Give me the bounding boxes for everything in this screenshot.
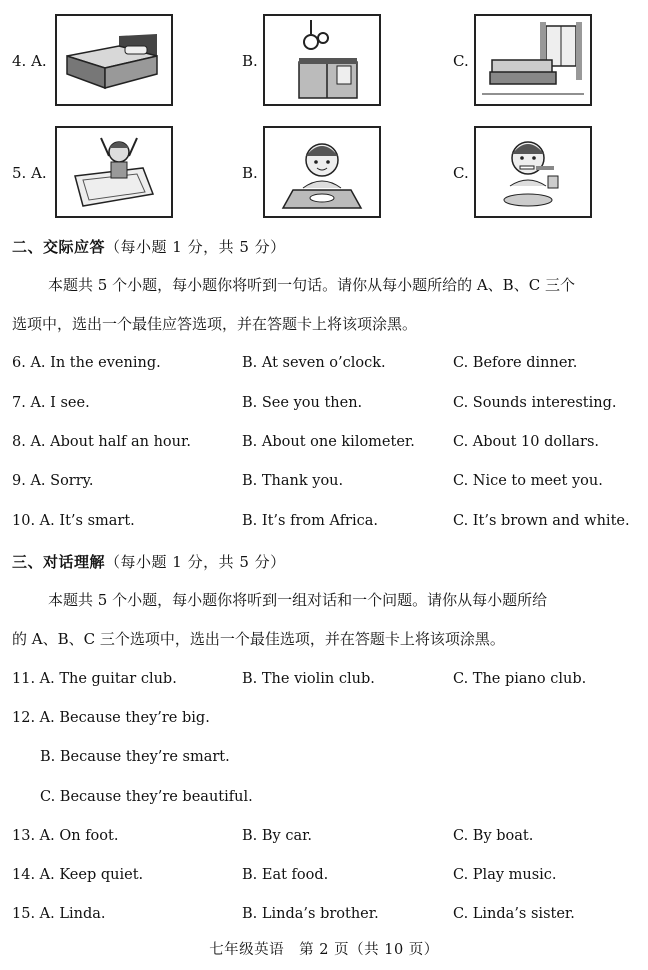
question-10-option-b: B. It’s from Africa. <box>242 513 379 529</box>
boy-brushing-teeth-icon <box>474 126 592 218</box>
kitchen-picture-icon <box>263 14 381 106</box>
page-footer: 七年级英语 第 2 页（共 10 页） <box>209 942 439 958</box>
question-13-option-c: C. By boat. <box>453 828 534 844</box>
section-2-instruction-line-2: 选项中，选出一个最佳应答选项，并在答题卡上将该项涂黑。 <box>12 315 418 333</box>
section-2-instructions <box>12 266 636 344</box>
section-3-note: （每小题 1 分，共 5 分） <box>105 553 286 571</box>
question-11-option-b: B. The violin club. <box>242 671 375 687</box>
question-12-c-row <box>12 789 648 813</box>
question-5-option-b-label: B. <box>242 164 258 182</box>
boy-stretching-bed-icon <box>55 126 173 218</box>
section-3-heading: 三、对话理解 <box>12 553 106 571</box>
section-3-instruction-line-1: 本题共 5 个小题，每小题你将听到一组对话和一个问题。请你从每小题所给 <box>48 591 548 609</box>
bed-picture-icon <box>55 14 173 106</box>
question-8-option-b: B. About one kilometer. <box>242 434 415 450</box>
question-7-option-a: 7. A. I see. <box>12 395 90 411</box>
question-14-option-a: 14. A. Keep quiet. <box>12 867 144 883</box>
question-5-option-c-label: C. <box>453 164 469 182</box>
question-5-row <box>0 126 648 222</box>
question-11 <box>12 671 648 695</box>
question-12-b-row <box>12 749 648 773</box>
question-12 <box>12 710 648 734</box>
question-15-option-b: B. Linda’s brother. <box>242 906 379 922</box>
question-4-option-c-label: C. <box>453 52 469 70</box>
question-6 <box>12 355 648 379</box>
section-2-title <box>12 236 286 257</box>
question-8-option-a: 8. A. About half an hour. <box>12 434 191 450</box>
question-6-option-c: C. Before dinner. <box>453 355 578 371</box>
question-14-option-c: C. Play music. <box>453 867 557 883</box>
question-8 <box>12 434 648 458</box>
question-10-option-a: 10. A. It’s smart. <box>12 513 135 529</box>
section-2-note: （每小题 1 分，共 5 分） <box>105 238 286 256</box>
question-9-option-c: C. Nice to meet you. <box>453 473 603 489</box>
question-7-option-b: B. See you then. <box>242 395 363 411</box>
question-13 <box>12 828 648 852</box>
section-3-instruction-line-2: 的 A、B、C 三个选项中，选出一个最佳选项，并在答题卡上将该项涂黑。 <box>12 630 505 648</box>
section-2-heading: 二、交际应答 <box>12 238 106 256</box>
question-4-row <box>0 14 648 110</box>
question-15-option-c: C. Linda’s sister. <box>453 906 575 922</box>
section-2-instruction-line-1: 本题共 5 个小题，每小题你将听到一句话。请你从每小题所给的 A、B、C 三个 <box>48 276 575 294</box>
question-5-label: 5. A. <box>12 164 47 182</box>
living-room-picture-icon <box>474 14 592 106</box>
question-12-option-b: B. Because they’re smart. <box>40 749 230 765</box>
question-13-option-b: B. By car. <box>242 828 313 844</box>
question-6-option-b: B. At seven o’clock. <box>242 355 386 371</box>
question-4-option-b-label: B. <box>242 52 258 70</box>
question-6-option-a: 6. A. In the evening. <box>12 355 161 371</box>
question-4-label: 4. A. <box>12 52 47 70</box>
section-3-instructions <box>12 581 636 659</box>
question-7-option-c: C. Sounds interesting. <box>453 395 617 411</box>
boy-eating-icon <box>263 126 381 218</box>
question-9-option-b: B. Thank you. <box>242 473 344 489</box>
question-9-option-a: 9. A. Sorry. <box>12 473 94 489</box>
question-9 <box>12 473 648 497</box>
question-15-option-a: 15. A. Linda. <box>12 906 106 922</box>
section-3-title <box>12 551 286 572</box>
question-11-option-a: 11. A. The guitar club. <box>12 671 177 687</box>
question-10 <box>12 513 648 537</box>
question-8-option-c: C. About 10 dollars. <box>453 434 600 450</box>
question-15 <box>12 906 648 930</box>
question-12-option-c: C. Because they’re beautiful. <box>40 789 253 805</box>
question-12-option-a: 12. A. Because they’re big. <box>12 710 210 726</box>
question-13-option-a: 13. A. On foot. <box>12 828 119 844</box>
question-7 <box>12 395 648 419</box>
question-10-option-c: C. It’s brown and white. <box>453 513 630 529</box>
question-14 <box>12 867 648 891</box>
question-14-option-b: B. Eat food. <box>242 867 329 883</box>
question-11-option-c: C. The piano club. <box>453 671 587 687</box>
